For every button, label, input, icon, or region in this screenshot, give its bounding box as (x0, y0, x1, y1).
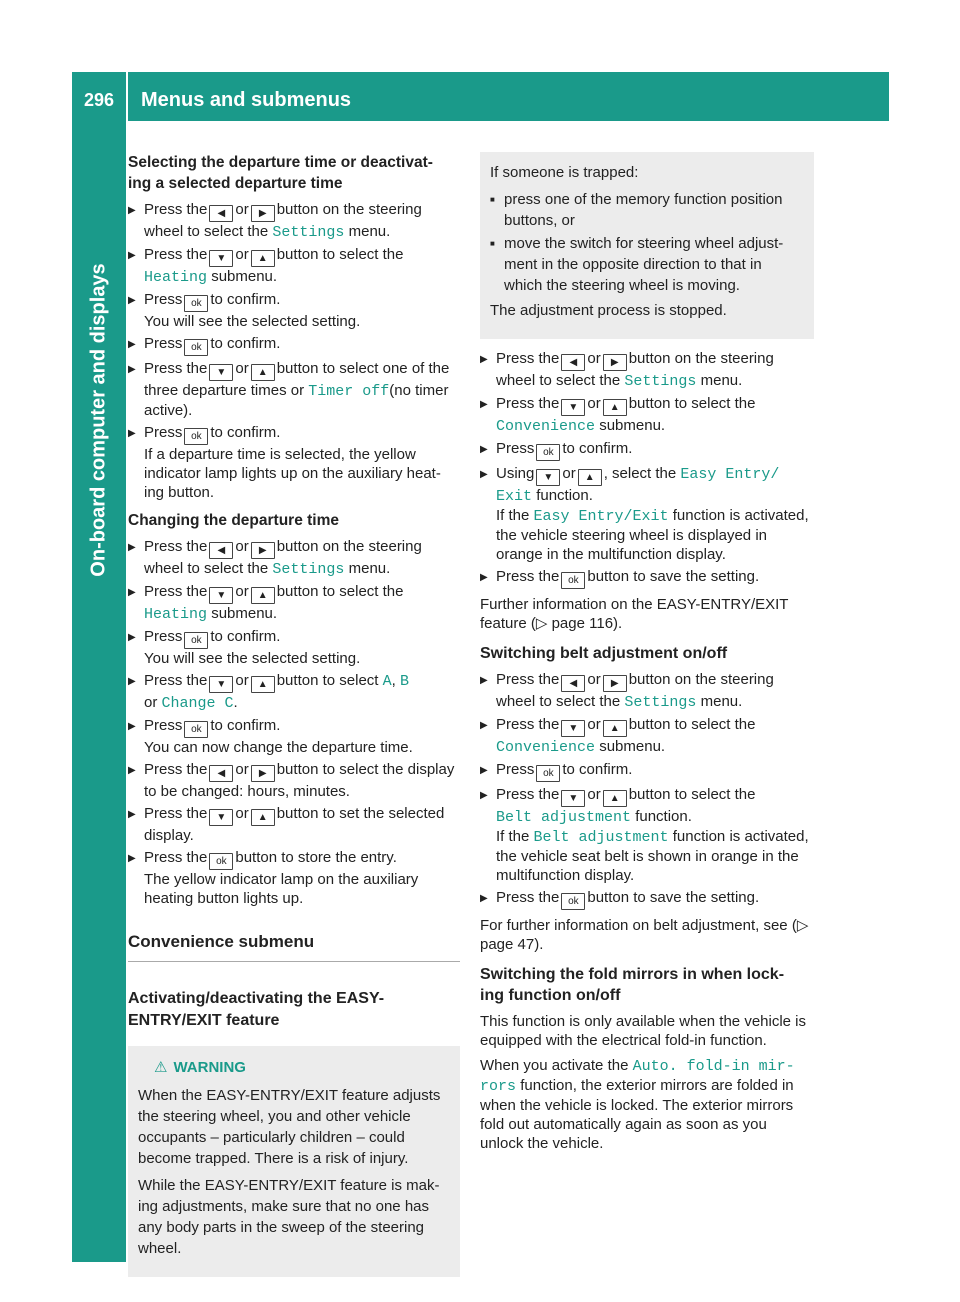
right-key-icon: ▶ (251, 765, 275, 782)
section-title-changing: Changing the departure time (128, 512, 339, 529)
warning-heading: ⚠ WARNING (154, 1059, 246, 1076)
option-b-code: B (399, 673, 409, 690)
warning-text: While the EASY-ENTRY/EXIT feature is mak-ing adjustments, make sure that no one has any body parts in the sweep of the steering wheel. (138, 1177, 440, 1257)
belt-adjustment-code: Belt adjustment (496, 809, 632, 826)
up-key-icon: ▲ (251, 809, 275, 826)
heating-submenu-code: Heating (144, 269, 208, 286)
mirror-description: When you activate the Auto. fold-in mir- rors function, the exterior mirrors are folded in when the vehicle is locked. The exterior mirrors fold out automatically again as soon as you unlock the vehicle. (480, 1057, 795, 1152)
left-column (128, 152, 460, 1277)
up-key-icon: ▲ (603, 399, 627, 416)
step: ▶ Press ok to confirm. You will see the selected setting. (128, 627, 460, 668)
right-key-icon: ▶ (603, 675, 627, 692)
down-key-icon: ▼ (536, 469, 560, 486)
list-item: ■ move the switch for steering wheel adjust-ment in the opposite direction to that in which the steering wheel is moving. (490, 233, 804, 296)
step: ▶ Press ok to confirm. If a departure time is selected, the yellow indicator lamp lights up on the auxiliary heat-ing button. (128, 423, 460, 502)
step: ▶ Press the ok button to save the setting. (480, 888, 814, 910)
up-key-icon: ▲ (251, 676, 275, 693)
down-key-icon: ▼ (561, 720, 585, 737)
down-key-icon: ▼ (209, 364, 233, 381)
step: ▶ Press ok to confirm. You will see the selected setting. (128, 290, 460, 331)
step: ▶ Press the ok button to save the setting. (480, 567, 814, 589)
right-key-icon: ▶ (251, 542, 275, 559)
up-key-icon: ▲ (251, 364, 275, 381)
page-ref-icon: ▷ (535, 615, 548, 632)
ok-key-icon: ok (184, 295, 208, 312)
heating-submenu-code: Heating (144, 606, 208, 623)
section-title-mirrors: Switching the fold mirrors in when lock- ing function on/off (480, 966, 785, 1004)
section-title-convenience: Convenience submenu (128, 932, 460, 962)
timer-off-code: Timer off (308, 383, 390, 400)
convenience-submenu-code: Convenience (496, 739, 596, 756)
step: ▶ Press the ◀ or ▶ button to select the display to be changed: hours, minutes. (128, 760, 460, 801)
trapped-note-box (480, 152, 814, 339)
auto-fold-code: rors (480, 1078, 517, 1095)
page-title: Menus and submenus (141, 89, 352, 111)
left-key-icon: ◀ (209, 205, 233, 222)
section-title-easy-entry: Activating/deactivating the EASY- ENTRY/EXIT feature (128, 990, 385, 1029)
ok-key-icon: ok (536, 765, 560, 782)
up-key-icon: ▲ (603, 790, 627, 807)
ok-key-icon: ok (209, 853, 233, 870)
step: ▶ Press the ▼ or ▲ button to select the Heating submenu. (128, 582, 460, 624)
up-key-icon: ▲ (603, 720, 627, 737)
further-info: For further information on belt adjustment, see (▷ page 47). (480, 917, 809, 953)
down-key-icon: ▼ (561, 790, 585, 807)
step: ▶ Press the ◀ or ▶ button on the steering wheel to select the Settings menu. (128, 200, 460, 242)
up-key-icon: ▲ (578, 469, 602, 486)
step: ▶ Press ok to confirm. (480, 760, 814, 782)
left-key-icon: ◀ (561, 354, 585, 371)
step: ▶ Press the ◀ or ▶ button on the steering wheel to select the Settings menu. (480, 349, 814, 391)
step: ▶ Press ok to confirm. (128, 334, 460, 356)
down-key-icon: ▼ (209, 809, 233, 826)
belt-adjustment-code: Belt adjustment (533, 829, 669, 846)
ok-key-icon: ok (184, 428, 208, 445)
down-key-icon: ▼ (209, 250, 233, 267)
settings-menu-code: Settings (272, 224, 345, 241)
ok-key-icon: ok (561, 893, 585, 910)
page-number: 296 (83, 90, 115, 110)
page-ref-link[interactable]: page 116). (551, 615, 623, 632)
up-key-icon: ▲ (251, 250, 275, 267)
trapped-result: The adjustment process is stopped. (490, 302, 727, 319)
further-info: Further information on the EASY-ENTRY/EXIT feature (▷ page 116). (480, 596, 789, 632)
ok-key-icon: ok (536, 444, 560, 461)
trapped-title: If someone is trapped: (490, 164, 639, 181)
convenience-submenu-code: Convenience (496, 418, 596, 435)
page-ref-icon: ▷ (796, 917, 809, 934)
left-key-icon: ◀ (209, 765, 233, 782)
section-title-selecting: Selecting the departure time or deactivat- ing a selected departure time (128, 154, 433, 192)
right-key-icon: ▶ (251, 205, 275, 222)
option-a-code: A (382, 673, 392, 690)
step: ▶ Press the ▼ or ▲ button to select one of the three departure times or Timer off(no timer active). (128, 359, 460, 420)
warning-box (128, 1046, 460, 1277)
step: ▶ Press the ▼ or ▲ button to select the Belt adjustment function. If the Belt adjustment function is activated, the vehicle seat belt is shown in orange in the multifunction display. (480, 785, 814, 885)
down-key-icon: ▼ (209, 676, 233, 693)
step: ▶ Press the ▼ or ▲ button to select the Convenience submenu. (480, 394, 814, 436)
down-key-icon: ▼ (209, 587, 233, 604)
step: ▶ Press the ◀ or ▶ button on the steering wheel to select the Settings menu. (480, 670, 814, 712)
settings-menu-code: Settings (624, 694, 697, 711)
step: ▶ Press the ▼ or ▲ button to select A, B or Change C. (128, 671, 460, 713)
step: ▶ Using ▼ or ▲ , select the Easy Entry/ Exit function. If the Easy Entry/Exit function is activated, the vehicle steering wheel is displayed in orange in the multifunction display. (480, 464, 814, 564)
up-key-icon: ▲ (251, 587, 275, 604)
ok-key-icon: ok (561, 572, 585, 589)
step: ▶ Press the ◀ or ▶ button on the steering wheel to select the Settings menu. (128, 537, 460, 579)
ok-key-icon: ok (184, 632, 208, 649)
header-divider (126, 72, 128, 121)
side-tab-label: On-board computer and displays (87, 263, 110, 577)
right-column (480, 152, 814, 1157)
warning-triangle-icon: ⚠ (154, 1059, 168, 1076)
down-key-icon: ▼ (561, 399, 585, 416)
easy-entry-code: Exit (496, 488, 533, 505)
warning-text: When the EASY-ENTRY/EXIT feature adjusts the steering wheel, you and other vehicle occupants – particularly children – could become trapped. There is a risk of injury. (138, 1087, 441, 1167)
auto-fold-code: Auto. fold-in mir- (632, 1058, 795, 1075)
left-key-icon: ◀ (209, 542, 233, 559)
easy-entry-code: Easy Entry/Exit (533, 508, 669, 525)
step: ▶ Press the ▼ or ▲ button to set the selected display. (128, 804, 460, 845)
step: ▶ Press the ok button to store the entry. The yellow indicator lamp on the auxiliary heating button lights up. (128, 848, 460, 908)
settings-menu-code: Settings (272, 561, 345, 578)
step: ▶ Press ok to confirm. You can now change the departure time. (128, 716, 460, 757)
step: ▶ Press the ▼ or ▲ button to select the Heating submenu. (128, 245, 460, 287)
ok-key-icon: ok (184, 339, 208, 356)
step: ▶ Press ok to confirm. (480, 439, 814, 461)
settings-menu-code: Settings (624, 373, 697, 390)
easy-entry-code: Easy Entry/ (680, 466, 780, 483)
change-c-code: Change C (161, 695, 234, 712)
list-item: ■ press one of the memory function position buttons, or (490, 189, 804, 231)
right-key-icon: ▶ (603, 354, 627, 371)
page-ref-link[interactable]: page 47). (480, 936, 544, 953)
ok-key-icon: ok (184, 721, 208, 738)
left-key-icon: ◀ (561, 675, 585, 692)
section-title-belt: Switching belt adjustment on/off (480, 645, 728, 662)
step: ▶ Press the ▼ or ▲ button to select the Convenience submenu. (480, 715, 814, 757)
mirror-availability: This function is only available when the vehicle is equipped with the electrical fold-in function. (480, 1013, 807, 1049)
